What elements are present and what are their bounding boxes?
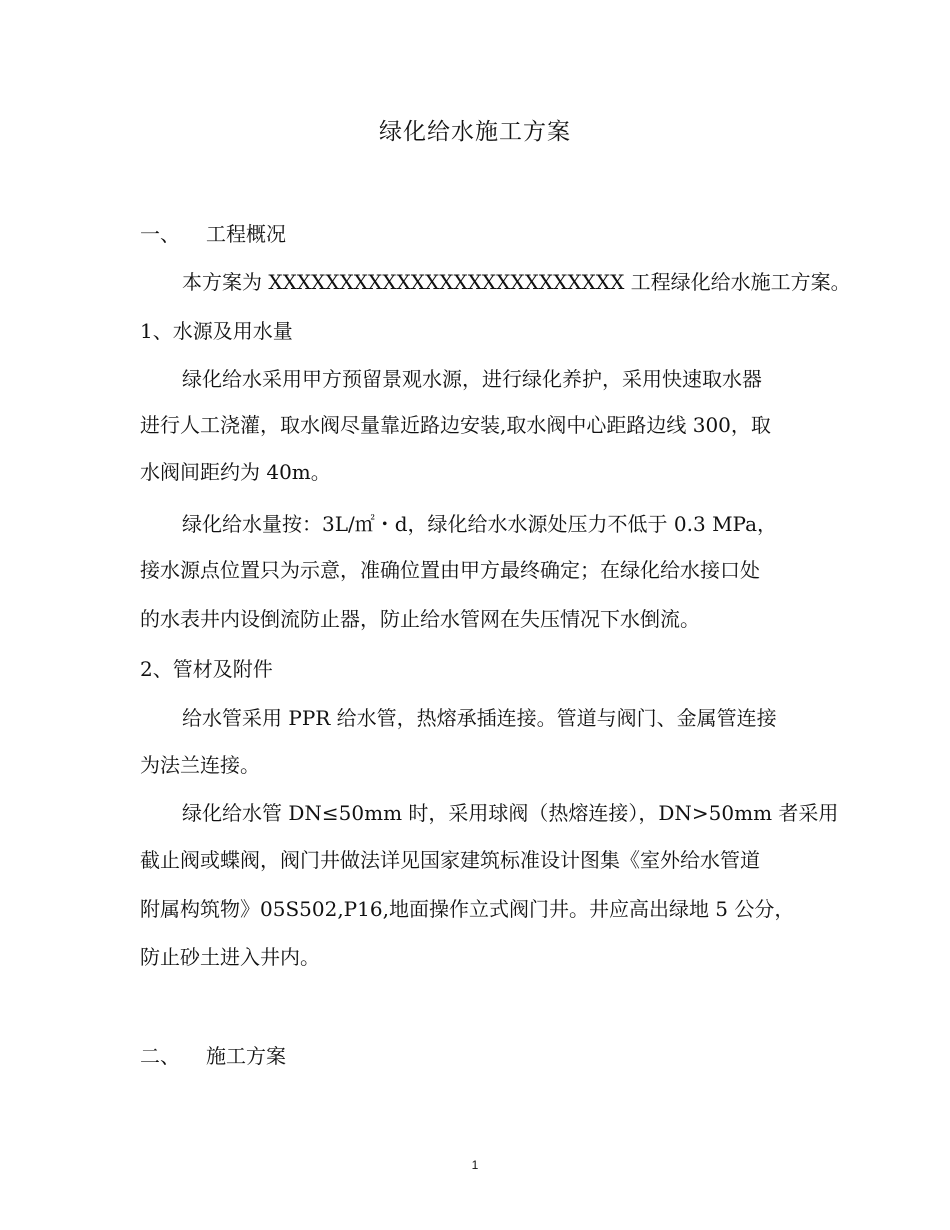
intro-paragraph: 本方案为 XXXXXXXXXXXXXXXXXXXXXXXXX 工程绿化给水施工方案。 [182, 270, 851, 294]
paragraph-line: 绿化给水量按：3L/㎡・d，绿化给水水源处压力不低于 0.3 MPa， [182, 512, 778, 536]
document-title: 绿化给水施工方案 [379, 119, 571, 145]
paragraph-line: 绿化给水管 DN≤50mm 时，采用球阀（热熔连接），DN>50mm 者采用 [182, 801, 839, 825]
paragraph-line: 给水管采用 PPR 给水管，热熔承插连接。管道与阀门、金属管连接 [182, 706, 777, 730]
subheading-pipe-materials: 2、管材及附件 [140, 657, 273, 681]
section-heading-2 [140, 1040, 286, 1069]
section-label: 工程概况 [206, 222, 286, 246]
paragraph-line: 水阀间距约为 40m。 [140, 460, 331, 484]
paragraph-line: 为法兰连接。 [140, 753, 260, 777]
section-label: 施工方案 [206, 1044, 286, 1068]
paragraph-line: 绿化给水采用甲方预留景观水源，进行绿化养护，采用快速取水器 [182, 367, 762, 391]
paragraph-line: 附属构筑物》05S502,P16,地面操作立式阀门井。井应高出绿地 5 公分， [140, 897, 795, 921]
subheading-water-source: 1、水源及用水量 [140, 319, 293, 343]
paragraph-line: 进行人工浇灌，取水阀尽量靠近路边安装,取水阀中心距路边线 300，取 [140, 413, 771, 437]
paragraph-line: 的水表井内设倒流防止器，防止给水管网在失压情况下水倒流。 [140, 607, 700, 631]
page-number: 1 [471, 1158, 479, 1172]
section-number: 二、 [140, 1044, 180, 1068]
section-heading-1 [140, 218, 286, 247]
paragraph-line: 截止阀或蝶阀，阀门井做法详见国家建筑标准设计图集《室外给水管道 [140, 848, 760, 872]
paragraph-line: 防止砂土进入井内。 [140, 945, 320, 969]
section-number: 一、 [140, 222, 180, 246]
paragraph-line: 接水源点位置只为示意，准确位置由甲方最终确定；在绿化给水接口处 [140, 558, 760, 582]
